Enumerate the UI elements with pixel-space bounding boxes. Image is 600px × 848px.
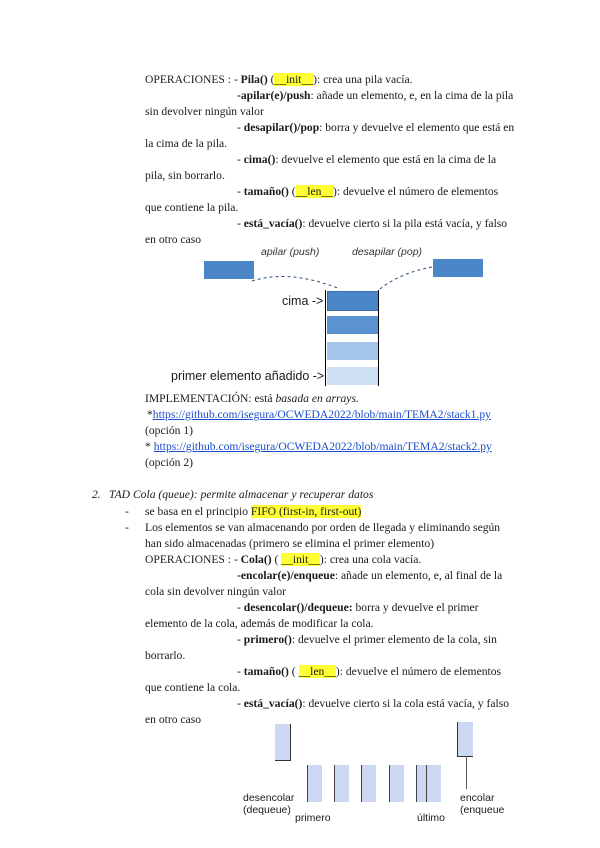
stack2-link[interactable]: https://github.com/isegura/OCWEDA2022/blob/main/TEMA2/stack2.py <box>153 440 492 453</box>
push-label: apilar (push) <box>261 246 320 258</box>
first-added-label: primer elemento añadido -> <box>171 369 325 383</box>
queue-bullet-1-dash: - <box>125 505 129 518</box>
queue-ops-line-4-cont: borrarlo. <box>145 649 186 662</box>
cima-label: cima -> <box>282 294 324 308</box>
implementation-line: IMPLEMENTACIÓN: está basada en arrays. <box>145 392 359 405</box>
queue-cell-4 <box>389 765 404 802</box>
pop-element <box>433 259 483 277</box>
enqueue-label-2: (enqueue <box>460 804 505 816</box>
option-1-label: (opción 1) <box>145 424 193 437</box>
stack-ops-line-6: - está_vacía(): devuelve cierto si la pila está vacía, y falso <box>237 217 508 230</box>
stack-ops-line-4-cont: pila, sin borrarlo. <box>145 169 225 182</box>
queue-ops-line-2: -encolar(e)/enqueue: añade un elemento, e, al final de la <box>237 569 503 582</box>
queue-ops-line-3-cont: elemento de la cola, además de modificar la cola. <box>145 617 374 630</box>
queue-heading-number: 2. <box>92 488 101 501</box>
push-dashed-arrow <box>252 277 340 290</box>
enqueue-label-1: encolar <box>460 792 495 804</box>
stack-ops-line-3: - desapilar()/pop: borra y devuelve el elemento que está en <box>237 121 515 134</box>
enqueue-guide-line <box>466 756 467 789</box>
stack-ops-line-5-cont: que contiene la pila. <box>145 201 239 214</box>
queue-ops-line-5-cont: que contiene la cola. <box>145 681 241 694</box>
implementation-link-1-line: *https://github.com/isegura/OCWEDA2022/blob/main/TEMA2/stack1.py <box>147 408 491 421</box>
pop-dashed-arrow <box>380 267 432 289</box>
queue-ops-line-5: - tamaño() ( __len__): devuelve el número de elementos <box>237 665 502 678</box>
queue-ops-line-3: - desencolar()/dequeue: borra y devuelve el primer <box>237 601 479 614</box>
implementation-link-2-line: * https://github.com/isegura/OCWEDA2022/blob/main/TEMA2/stack2.py <box>145 440 492 453</box>
first-label: primero <box>295 812 331 824</box>
option-2-label: (opción 2) <box>145 456 193 469</box>
queue-bullet-1: se basa en el principio FIFO (first-in, first-out) <box>145 505 362 518</box>
dequeued-element <box>275 724 291 761</box>
queue-ops-line-1: OPERACIONES : - Cola() ( __init__): crea una cola vacía. <box>145 553 422 566</box>
dequeue-label-2: (dequeue) <box>243 804 291 816</box>
push-element <box>204 261 254 279</box>
stack-cell-4 <box>327 367 378 385</box>
stack1-link[interactable]: https://github.com/isegura/OCWEDA2022/blob/main/TEMA2/stack1.py <box>152 408 491 421</box>
queue-ops-line-4: - primero(): devuelve el primer elemento de la cola, sin <box>237 633 497 646</box>
queue-ops-line-6-cont: en otro caso <box>145 713 202 726</box>
stack-ops-line-4: - cima(): devuelve el elemento que está en la cima de la <box>237 153 497 166</box>
stack-ops-line-2: -apilar(e)/push: añade un elemento, e, en la cima de la pila <box>237 89 514 102</box>
queue-cell-1 <box>307 765 322 802</box>
stack-ops-line-6-cont: en otro caso <box>145 233 202 246</box>
dequeue-label-1: desencolar <box>243 792 295 804</box>
stack-ops-line-3-cont: la cima de la pila. <box>145 137 228 150</box>
queue-cell-2 <box>334 765 349 802</box>
stack-ops-line-2-cont: sin devolver ningún valor <box>145 105 264 118</box>
queue-bullet-2-line-2: han sido almacenadas (primero se elimina el primer elemento) <box>145 537 435 550</box>
stack-cell-3 <box>327 342 378 360</box>
last-label: último <box>417 812 446 824</box>
queue-ops-line-6: - está_vacía(): devuelve cierto si la cola está vacía, y falso <box>237 697 510 710</box>
stack-cell-1 <box>327 291 379 311</box>
enqueued-element <box>457 722 473 757</box>
stack-left-wall <box>325 290 326 386</box>
pop-label: desapilar (pop) <box>352 246 423 258</box>
queue-heading: TAD Cola (queue): permite almacenar y recuperar datos <box>109 488 374 501</box>
queue-cell-3 <box>361 765 376 802</box>
queue-cell-last <box>426 765 441 802</box>
stack-right-wall <box>378 290 379 386</box>
queue-ops-line-2-cont: cola sin devolver ningún valor <box>145 585 287 598</box>
stack-cell-2 <box>327 316 378 334</box>
queue-bullet-2-line-1: Los elementos se van almacenando por orden de llegada y eliminando según <box>145 521 501 534</box>
stack-ops-line-5: - tamaño() (__len__): devuelve el número de elementos <box>237 185 499 198</box>
queue-bullet-2-dash: - <box>125 521 129 534</box>
stack-ops-line-1: OPERACIONES : - Pila() (__init__): crea una pila vacía. <box>145 73 413 86</box>
